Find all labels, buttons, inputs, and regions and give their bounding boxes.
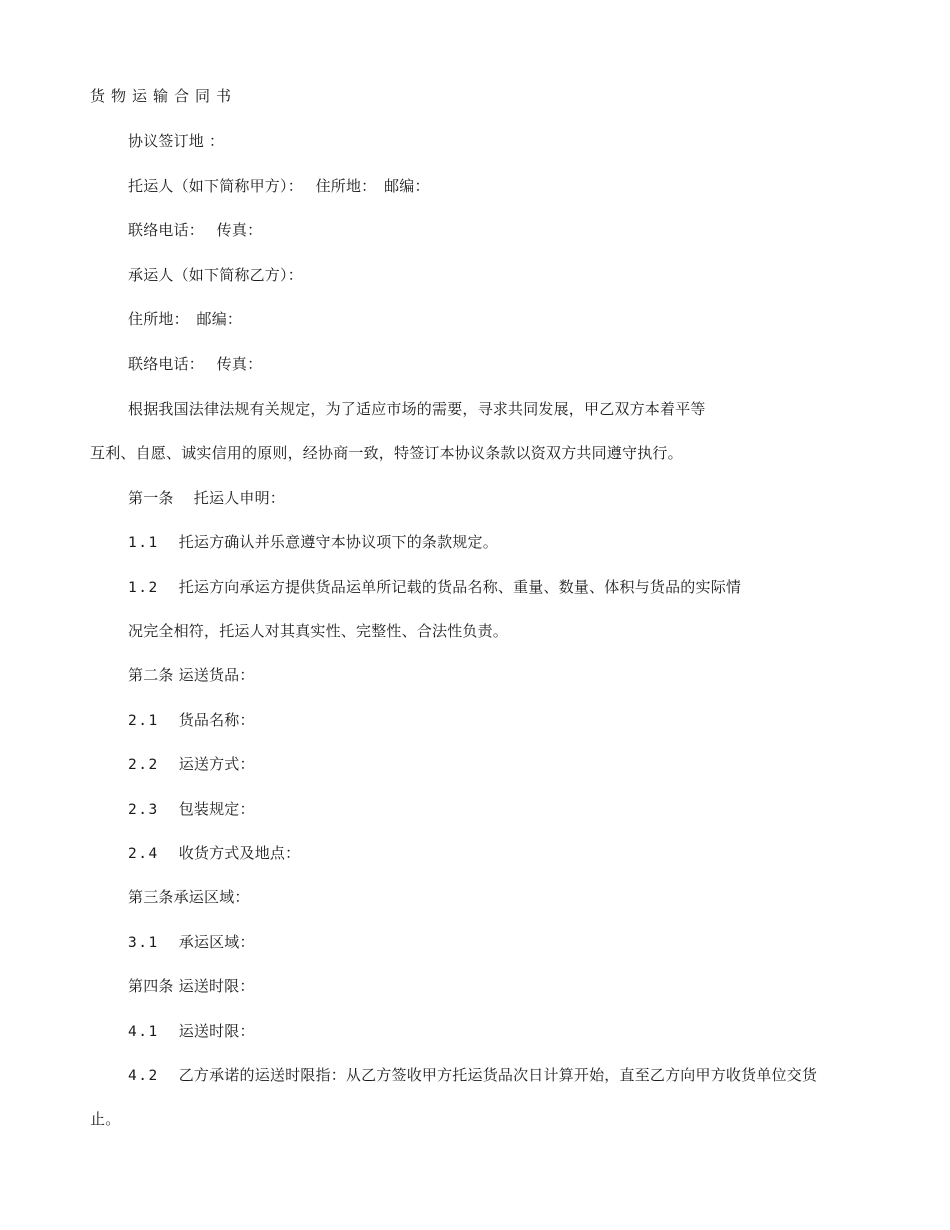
clause-number: 1.1	[128, 535, 159, 551]
clause-number: 2.2	[128, 757, 159, 773]
clause-2-3	[128, 799, 255, 820]
clause-3-1	[128, 932, 255, 953]
article-2-heading: 第二条 运送货品：	[128, 666, 255, 684]
clause-text: 运送方式：	[178, 755, 255, 773]
clause-4-2-continuation: 止。	[90, 1110, 121, 1128]
clause-number: 2.1	[128, 713, 159, 729]
clause-text: 托运方确认并乐意遵守本协议项下的条款规定。	[178, 533, 498, 551]
clause-number: 3.1	[128, 935, 159, 951]
agreement-place-line: 协议签订地 ：	[128, 132, 225, 150]
clause-number: 2.4	[128, 846, 159, 862]
clause-text: 托运方向承运方提供货品运单所记载的货品名称、重量、数量、体积与货品的实际情	[178, 578, 742, 596]
clause-number: 4.1	[128, 1024, 159, 1040]
shipper-phone-line: 联络电话： 传真：	[128, 221, 263, 239]
preamble-line-2: 互利、自愿、诚实信用的原则，经协商一致，特签订本协议条款以资双方共同遵守执行。	[90, 444, 683, 462]
clause-text: 收货方式及地点：	[178, 844, 301, 862]
article-4-heading: 第四条 运送时限：	[128, 977, 255, 995]
clause-number: 2.3	[128, 802, 159, 818]
clause-2-4	[128, 843, 300, 864]
carrier-phone-line: 联络电话： 传真：	[128, 355, 263, 373]
clause-2-1	[128, 710, 255, 731]
clause-text: 货品名称：	[178, 711, 255, 729]
clause-text: 承运区域：	[178, 933, 255, 951]
clause-4-1	[128, 1021, 255, 1042]
clause-text: 包装规定：	[178, 800, 255, 818]
clause-4-2	[128, 1065, 817, 1086]
clause-2-2	[128, 754, 255, 775]
clause-1-2	[128, 577, 741, 598]
clause-1-1	[128, 532, 498, 553]
carrier-line: 承运人（如下简称乙方）：	[128, 266, 303, 284]
clause-text: 运送时限：	[178, 1022, 255, 1040]
shipper-line: 托运人（如下简称甲方）： 住所地： 邮编：	[128, 177, 430, 195]
document-title: 货物运输合同书	[90, 87, 238, 105]
clause-number: 4.2	[128, 1068, 159, 1084]
carrier-address-line: 住所地： 邮编：	[128, 310, 243, 328]
preamble-line-1: 根据我国法律法规有关规定，为了适应市场的需要，寻求共同发展，甲乙双方本着平等	[128, 400, 706, 418]
article-1-heading: 第一条 托运人申明：	[128, 489, 285, 507]
clause-1-2-continuation: 况完全相符，托运人对其真实性、完整性、合法性负责。	[128, 622, 509, 640]
article-3-heading: 第三条承运区域：	[128, 888, 250, 906]
clause-text: 乙方承诺的运送时限指：从乙方签收甲方托运货品次日计算开始，直至乙方向甲方收货单位交货	[178, 1066, 818, 1084]
clause-number: 1.2	[128, 580, 159, 596]
